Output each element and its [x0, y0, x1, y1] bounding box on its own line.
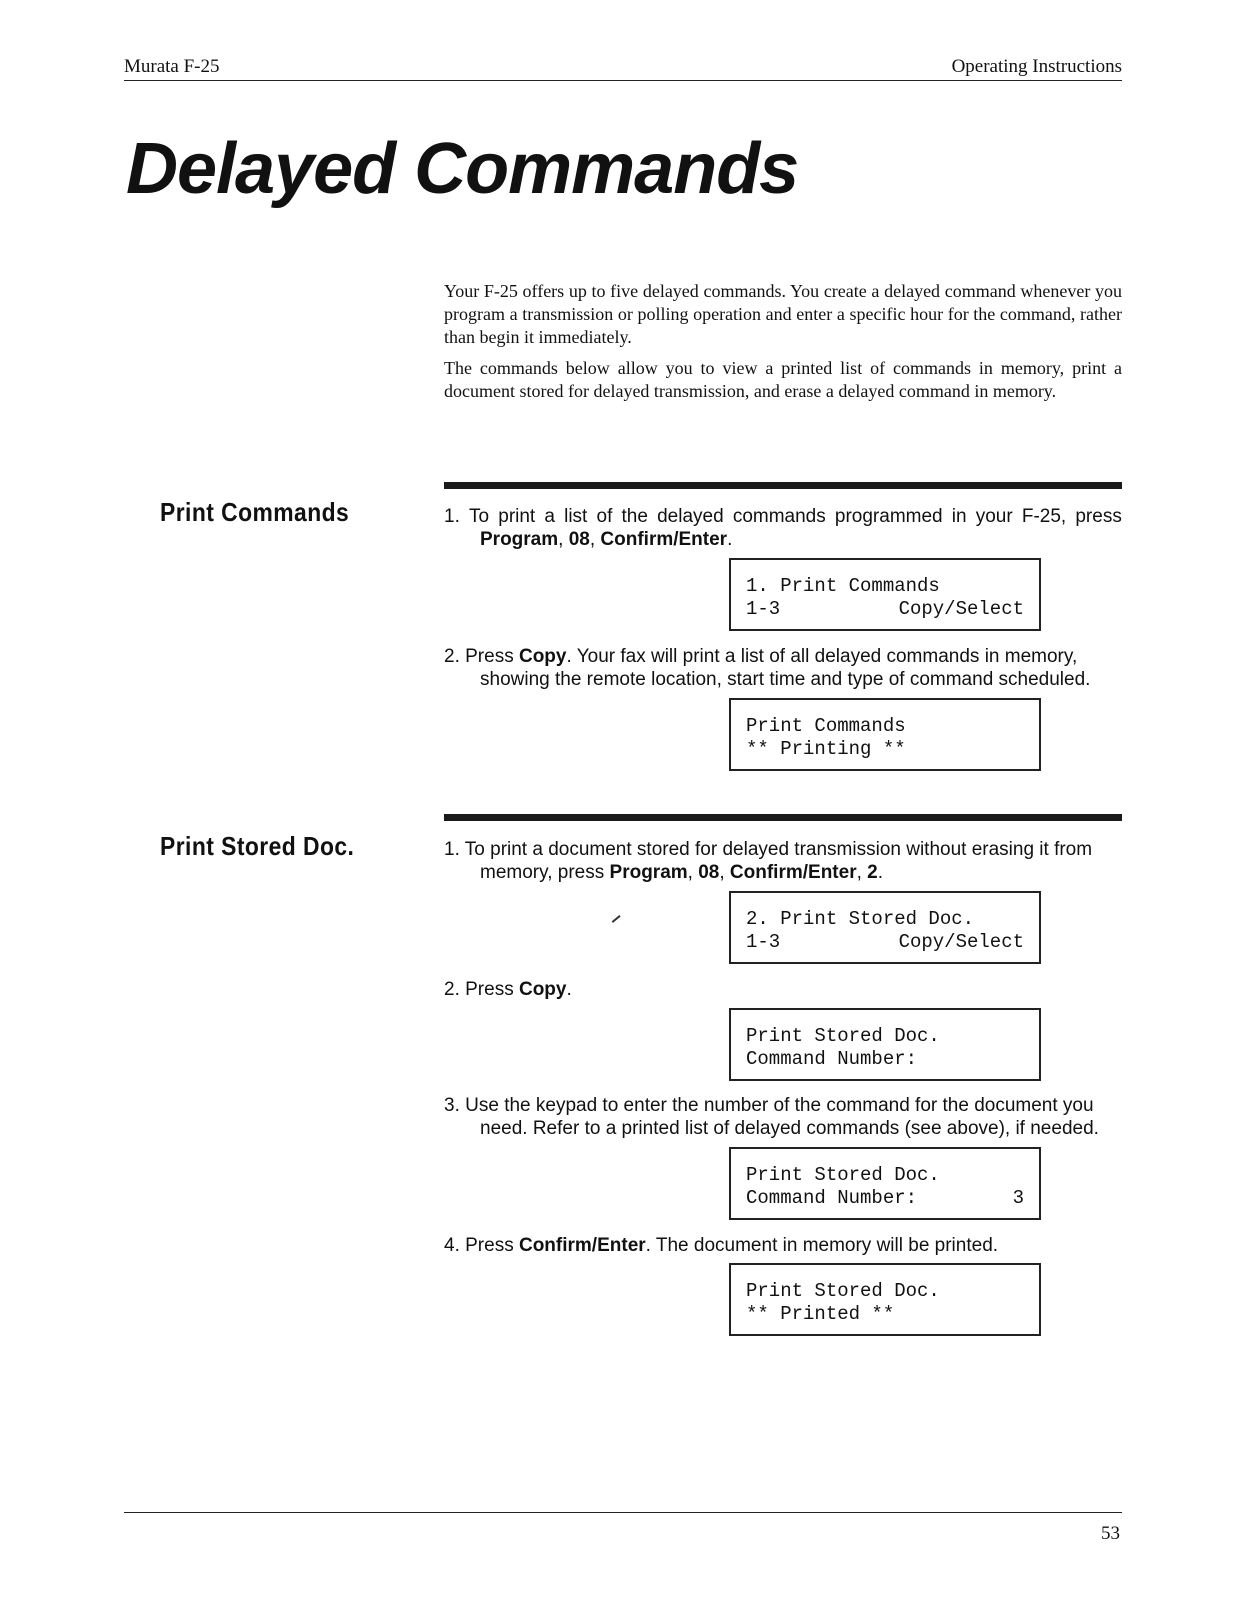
step-line-1: [444, 1234, 1122, 1257]
separator: ,: [856, 862, 868, 883]
separator: ,: [558, 529, 569, 550]
step-print-commands-2: [444, 645, 1122, 691]
lcd-line-1: Print Commands: [746, 715, 906, 737]
lcd-display: [729, 558, 1041, 631]
word: commands: [732, 506, 826, 527]
lcd-line-1: Print Stored Doc.: [746, 1280, 940, 1302]
key-name: Confirm/Enter: [729, 862, 857, 883]
lcd-line-2-left: Command Number:: [746, 1187, 918, 1209]
lcd-line-2: Command Number:: [746, 1048, 918, 1070]
text: 4. Press: [444, 1235, 519, 1256]
text: .: [566, 979, 572, 1000]
lcd-line-2: [746, 598, 1039, 621]
lcd-line-2-right: Copy/Select: [898, 931, 1024, 953]
lcd-line-2: ** Printed **: [746, 1303, 895, 1325]
step-line-1: 3. Use the keypad to enter the number of the command for the document you: [444, 1095, 1094, 1116]
lcd-line-2-right: 3: [1012, 1187, 1024, 1209]
lcd-line-1: Print Stored Doc.: [746, 1025, 940, 1047]
step-line-1: [444, 505, 1122, 528]
separator: ,: [687, 862, 699, 883]
key-name: 08: [568, 529, 590, 550]
section-heading-print-commands: Print Commands: [160, 497, 350, 527]
text: 2. Press: [444, 646, 519, 667]
word: in: [951, 506, 967, 527]
step-line-2: [444, 528, 1122, 551]
lcd-line-1: 2. Print Stored Doc.: [746, 908, 975, 930]
step-print-stored-doc-1: [444, 838, 1122, 884]
lcd-display: [729, 1008, 1041, 1081]
lcd-line-2-left: 1-3: [746, 931, 781, 953]
step-line-2: need. Refer to a printed list of delayed commands (see above), if needed.: [480, 1118, 1099, 1139]
lcd-line-1: 1. Print Commands: [746, 575, 940, 597]
lcd-display: [729, 1147, 1041, 1220]
separator: .: [877, 862, 884, 883]
header-manual-name: Murata F-25: [124, 56, 220, 77]
step-print-stored-doc-2: [444, 978, 1122, 1001]
lcd-line-2: [746, 931, 1039, 954]
header-section-name: Operating Instructions: [951, 56, 1122, 77]
word: To: [469, 506, 490, 527]
step-line-1: [444, 978, 1122, 1001]
key-name: 08: [698, 862, 720, 883]
word: a: [544, 506, 555, 527]
text: . Your fax will print a list of all delayed commands in memory,: [566, 646, 1078, 667]
section-rule-print-commands: [444, 482, 1122, 489]
key-name: 2: [867, 862, 878, 883]
header-rule: [124, 80, 1122, 81]
stray-mark: [612, 915, 621, 923]
lcd-line-2: [746, 1187, 1039, 1210]
key-name: Copy: [518, 646, 567, 667]
intro-paragraph-2: The commands below allow you to view a printed list of commands in memory, print a document stored for delayed transmission, and erase a delayed command in memory.: [444, 358, 1122, 401]
key-name: Confirm/Enter: [518, 1235, 646, 1256]
separator: ,: [589, 529, 601, 550]
section-rule-print-stored-doc: [444, 814, 1122, 821]
step-print-stored-doc-3: [444, 1094, 1122, 1140]
word: your: [975, 506, 1013, 527]
lcd-line-2: ** Printing **: [746, 738, 906, 760]
key-name: Confirm/Enter: [600, 529, 728, 550]
step-line-1: 1. To print a document stored for delayed transmission without erasing it from: [444, 839, 1093, 860]
step-line-2: [444, 861, 1122, 884]
step-line-1: [444, 645, 1122, 668]
section-heading-print-stored-doc: Print Stored Doc.: [160, 831, 355, 861]
lcd-line-2-right: Copy/Select: [898, 598, 1024, 620]
separator: .: [727, 529, 733, 550]
intro-paragraph-1: Your F-25 offers up to five delayed commands. You create a delayed command whenever you program a transmission or polling operation and enter a specific hour for the command, rather than begin it immediately.: [444, 281, 1122, 347]
key-name: Copy: [518, 979, 567, 1000]
word: of: [596, 506, 613, 527]
step-print-stored-doc-4: [444, 1234, 1122, 1257]
word: programmed: [834, 506, 943, 527]
word: print: [498, 506, 536, 527]
lcd-display: [729, 891, 1041, 964]
lcd-display: [729, 698, 1041, 771]
key-name: Program: [609, 862, 688, 883]
step-line-2: showing the remote location, start time and type of command scheduled.: [480, 669, 1091, 690]
lcd-display: [729, 1263, 1041, 1336]
word: delayed: [657, 506, 724, 527]
page-number: 53: [1101, 1523, 1120, 1544]
key-name: Program: [480, 529, 559, 550]
page-title: Delayed Commands: [126, 129, 799, 209]
word: list: [564, 506, 588, 527]
footer-rule: [124, 1512, 1122, 1513]
word: the: [621, 506, 648, 527]
separator: ,: [719, 862, 730, 883]
text: . The document in memory will be printed.: [645, 1235, 999, 1256]
text: memory, press: [480, 862, 610, 883]
word: F-25,: [1021, 506, 1067, 527]
text: 2. Press: [444, 979, 519, 1000]
word: 1.: [444, 506, 460, 527]
lcd-line-1: Print Stored Doc.: [746, 1164, 940, 1186]
word: press: [1075, 506, 1122, 527]
step-print-commands-1: [444, 505, 1122, 551]
lcd-line-2-left: 1-3: [746, 598, 781, 620]
